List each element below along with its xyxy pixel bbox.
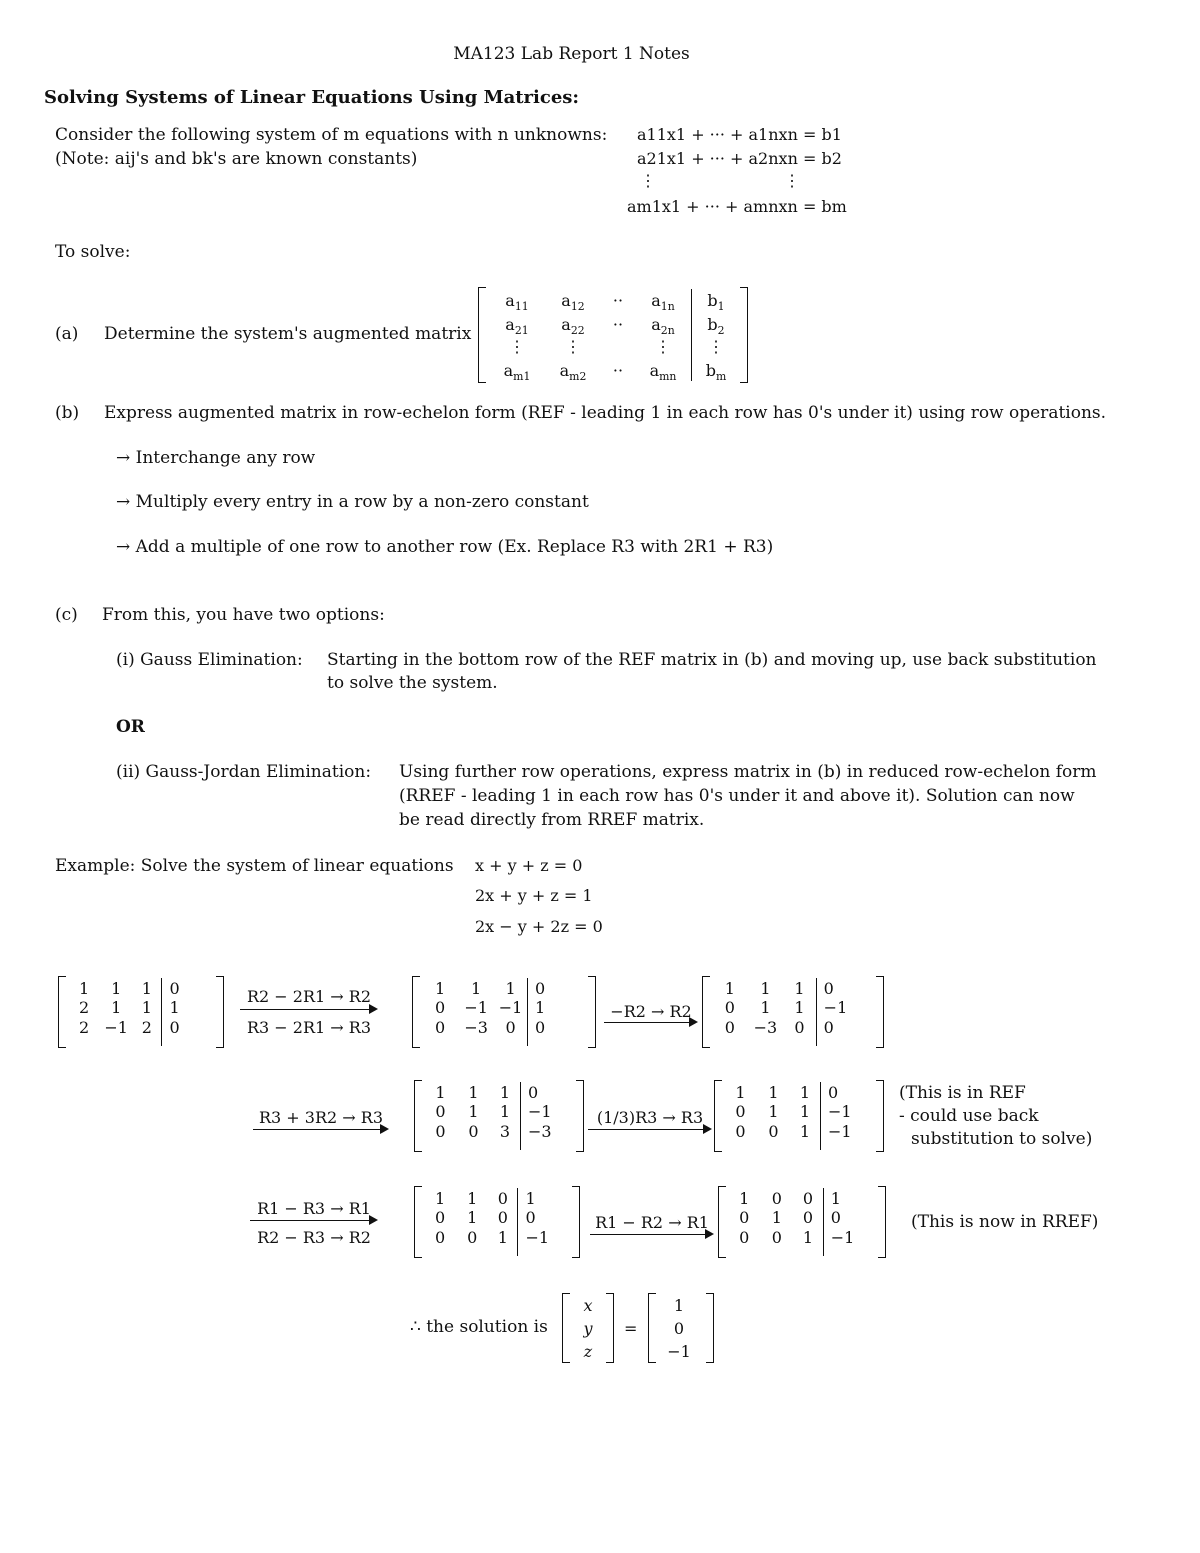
matrix-cell: 1	[141, 998, 152, 1018]
matrix-cell: 0	[735, 1102, 746, 1122]
op-label-negate-r2: −R2 → R2	[610, 1002, 692, 1021]
or-label: OR	[116, 717, 145, 737]
matrix-cell: 1	[467, 1189, 478, 1208]
matrix-cell: 1	[468, 1083, 479, 1102]
op-arrow-4	[588, 1125, 712, 1135]
op-arrow-2	[604, 1018, 698, 1028]
system-dots-left: ⋮	[640, 171, 656, 190]
left-bracket	[702, 976, 710, 1048]
matrix-cell: 1	[468, 1102, 479, 1122]
solution-variable-vector	[562, 1293, 614, 1363]
matrix-cell: 1	[169, 998, 180, 1018]
step-b-label: (b)	[55, 403, 80, 423]
matrix-cell: 0	[468, 1121, 479, 1141]
matrix-cell: 0	[467, 1227, 478, 1247]
solution-value-z: −1	[667, 1342, 691, 1361]
row-op-add-multiple: → Add a multiple of one row to another row (Ex. Replace R3 with 2R1 + R3)	[116, 537, 774, 557]
example-equation-3: 2x − y + 2z = 0	[475, 917, 603, 936]
op-label-scale-r3: (1/3)R3 → R3	[596, 1108, 704, 1127]
matrix-cell: 0	[169, 1017, 180, 1037]
matrix-cell: 1	[497, 1227, 508, 1247]
matrix-cell: −1	[830, 1227, 855, 1247]
op-arrow-5	[250, 1216, 378, 1226]
matrix-cell: 0	[724, 998, 735, 1018]
matrix-cell: 1	[534, 998, 546, 1018]
option-gauss-jordan-label: (ii) Gauss-Jordan Elimination:	[116, 762, 372, 782]
solution-value-vector	[648, 1293, 714, 1363]
note-ref-line-1: (This is in REF	[899, 1083, 1026, 1103]
left-bracket	[58, 976, 66, 1048]
augment-divider	[823, 1188, 824, 1256]
note-rref: (This is now in RREF)	[911, 1212, 1099, 1232]
system-row-2: a21x1 + ··· + a2nxn = b2	[637, 149, 842, 168]
solution-label: ∴ the solution is	[410, 1317, 548, 1337]
system-row-m: am1x1 + ··· + amnxn = bm	[627, 197, 847, 216]
matrix-cell: 1	[735, 1083, 746, 1102]
matrix-step-4	[414, 1080, 584, 1152]
matrix-cell: −1	[104, 1017, 128, 1037]
augment-divider	[820, 1082, 821, 1150]
matrix-cell: 1	[799, 1102, 811, 1122]
matrix-cell: −1	[823, 998, 848, 1018]
op-label-r2-minus-r3: R2 − R3 → R2	[257, 1228, 371, 1247]
matrix-step-5	[714, 1080, 884, 1152]
matrix-cell: 0	[794, 1017, 805, 1037]
matrix-cell: 1	[799, 1083, 811, 1102]
augment-divider	[517, 1188, 518, 1256]
matrix-cell: 1	[111, 979, 122, 998]
op-arrow-3	[253, 1125, 389, 1135]
matrix-cell: 1	[799, 1121, 811, 1141]
matrix-cell: 0	[435, 1102, 446, 1122]
step-a-text: Determine the system's augmented matrix	[104, 324, 472, 344]
matrix-cell: 0	[739, 1227, 750, 1247]
solution-value-x: 1	[673, 1296, 685, 1315]
matrix-cell: 1	[794, 998, 805, 1018]
system-dots-right: ⋮	[784, 171, 800, 190]
step-c-label: (c)	[55, 605, 78, 625]
matrix-cell: 0	[525, 1208, 536, 1228]
matrix-cell: 0	[830, 1208, 841, 1228]
page-title: MA123 Lab Report 1 Notes	[453, 44, 690, 64]
matrix-cell: 1	[794, 979, 805, 998]
matrix-cell: 1	[499, 1102, 511, 1122]
matrix-cell: 0	[435, 1121, 446, 1141]
matrix-cell: 1	[771, 1208, 782, 1228]
step-a-label: (a)	[55, 324, 79, 344]
matrix-cell: 0	[434, 1208, 446, 1228]
left-bracket	[414, 1080, 422, 1152]
matrix-cell: −3	[753, 1017, 778, 1037]
solution-equals-sign: =	[624, 1319, 638, 1338]
option-gauss-line-2: to solve the system.	[327, 673, 498, 693]
op-arrow-1	[240, 1005, 378, 1015]
matrix-cell: −3	[528, 1121, 552, 1141]
matrix-cell: 0	[434, 1017, 446, 1037]
matrix-cell: 2	[78, 1017, 90, 1037]
matrix-cell: 0	[823, 979, 834, 998]
intro-line-2: (Note: aij's and bk's are known constants)	[55, 149, 418, 169]
matrix-cell: 0	[828, 1083, 839, 1102]
matrix-cell: 0	[505, 1017, 516, 1037]
op-label-r3: R3 − 2R1 → R3	[246, 1018, 371, 1037]
matrix-cell: 1	[141, 979, 152, 998]
op-label-r1-minus-r3: R1 − R3 → R1	[257, 1199, 371, 1218]
op-label-r3-plus-3r2: R3 + 3R2 → R3	[258, 1108, 383, 1127]
left-bracket	[714, 1080, 722, 1152]
matrix-cell: 1	[435, 1083, 446, 1102]
matrix-cell: −1	[498, 998, 523, 1018]
option-gauss-jordan-line-1: Using further row operations, express matrix in (b) in reduced row-echelon form	[399, 762, 1097, 782]
matrix-cell: 1	[499, 1083, 511, 1102]
augment-divider	[520, 1082, 521, 1150]
augment-divider	[161, 978, 162, 1046]
matrix-cell: −1	[828, 1121, 852, 1141]
to-solve-label: To solve:	[55, 242, 131, 262]
matrix-cell: −3	[464, 1017, 488, 1037]
example-equation-1: x + y + z = 0	[475, 856, 583, 875]
matrix-step-1	[58, 976, 224, 1048]
matrix-cell: 1	[830, 1189, 841, 1208]
matrix-cell: 0	[802, 1208, 813, 1228]
matrix-cell: 0	[802, 1189, 813, 1208]
left-bracket	[412, 976, 420, 1048]
matrix-cell: 1	[78, 979, 90, 998]
option-gauss-jordan-line-3: be read directly from RREF matrix.	[399, 810, 705, 830]
matrix-cell: 0	[497, 1189, 508, 1208]
option-gauss-line-1: Starting in the bottom row of the REF matrix in (b) and moving up, use back substitution	[327, 650, 1097, 670]
matrix-cell: 1	[525, 1189, 536, 1208]
matrix-cell: 2	[78, 998, 90, 1018]
section-heading: Solving Systems of Linear Equations Using Matrices:	[44, 87, 580, 108]
op-arrow-6	[590, 1230, 714, 1240]
matrix-cell: 0	[169, 979, 180, 998]
matrix-cell: 1	[467, 1208, 478, 1228]
matrix-cell: 0	[771, 1227, 782, 1247]
op-label-r2: R2 − 2R1 → R2	[246, 987, 371, 1006]
matrix-cell: 0	[534, 1017, 546, 1037]
matrix-step-7	[718, 1186, 886, 1258]
solution-var-y: y	[583, 1319, 593, 1338]
row-op-multiply: → Multiply every entry in a row by a non-zero constant	[116, 492, 589, 512]
matrix-cell: 0	[434, 1227, 446, 1247]
solution-var-x: x	[583, 1296, 593, 1315]
system-row-1: a11x1 + ··· + a1nxn = b1	[637, 125, 842, 144]
matrix-cell: 0	[739, 1208, 750, 1228]
matrix-cell: 1	[505, 979, 516, 998]
solution-var-z: z	[583, 1342, 593, 1361]
matrix-cell: 0	[497, 1208, 508, 1228]
matrix-cell: 3	[499, 1121, 511, 1141]
matrix-cell: 0	[528, 1083, 539, 1102]
general-augmented-matrix: $a_{11}$ $a_{12}$ ·· $a_{1n}$ $b_1$ $a_{21}$ $a_{22}$ ·· $a_{2n}$ $b_2$ ⋮ ⋮ ⋮ ⋮ $a_{m1}$ $a_{m2}$ ·· $a_{mn}$ $b_m$	[478, 287, 748, 383]
matrix-cell: 1	[760, 979, 771, 998]
matrix-cell: −1	[464, 998, 488, 1018]
matrix-cell: 0	[724, 1017, 735, 1037]
matrix-cell: 1	[768, 1102, 779, 1122]
matrix-step-6	[414, 1186, 580, 1258]
augment-divider	[816, 978, 817, 1046]
row-op-interchange: → Interchange any row	[116, 448, 316, 468]
matrix-cell: 1	[434, 979, 446, 998]
option-gauss-jordan-line-2: (RREF - leading 1 in each row has 0's under it and above it). Solution can now	[399, 786, 1075, 806]
option-gauss-label: (i) Gauss Elimination:	[116, 650, 303, 670]
intro-line-1: Consider the following system of m equations with n unknowns:	[55, 125, 608, 145]
step-b-text: Express augmented matrix in row-echelon form (REF - leading 1 in each row has 0's under it) using row operations.	[104, 403, 1107, 423]
augment-divider	[527, 978, 528, 1046]
matrix-cell: 0	[534, 979, 546, 998]
example-label: Example: Solve the system of linear equations	[55, 856, 454, 876]
matrix-cell: 0	[735, 1121, 746, 1141]
matrix-cell: −1	[525, 1227, 550, 1247]
left-bracket	[414, 1186, 422, 1258]
matrix-step-3	[702, 976, 884, 1048]
op-label-r1-minus-r2: R1 − R2 → R1	[595, 1213, 709, 1232]
step-c-text: From this, you have two options:	[102, 605, 385, 625]
matrix-cell: 2	[141, 1017, 152, 1037]
matrix-cell: 0	[434, 998, 446, 1018]
matrix-step-2	[412, 976, 596, 1048]
matrix-cell: 1	[768, 1083, 779, 1102]
matrix-cell: 1	[802, 1227, 813, 1247]
note-ref-line-3: substitution to solve)	[911, 1129, 1093, 1149]
matrix-cell: 1	[739, 1189, 750, 1208]
left-bracket	[718, 1186, 726, 1258]
note-ref-line-2: - could use back	[899, 1106, 1039, 1126]
matrix-cell: 0	[768, 1121, 779, 1141]
matrix-cell: −1	[528, 1102, 552, 1122]
solution-value-y: 0	[673, 1319, 685, 1338]
matrix-cell: 1	[760, 998, 771, 1018]
matrix-cell: 1	[471, 979, 482, 998]
matrix-cell: 1	[111, 998, 122, 1018]
matrix-cell: 1	[434, 1189, 446, 1208]
matrix-cell: −1	[828, 1102, 852, 1122]
matrix-cell: 0	[771, 1189, 782, 1208]
matrix-cell: 1	[724, 979, 735, 998]
example-equation-2: 2x + y + z = 1	[475, 886, 593, 905]
matrix-cell: 0	[823, 1017, 834, 1037]
